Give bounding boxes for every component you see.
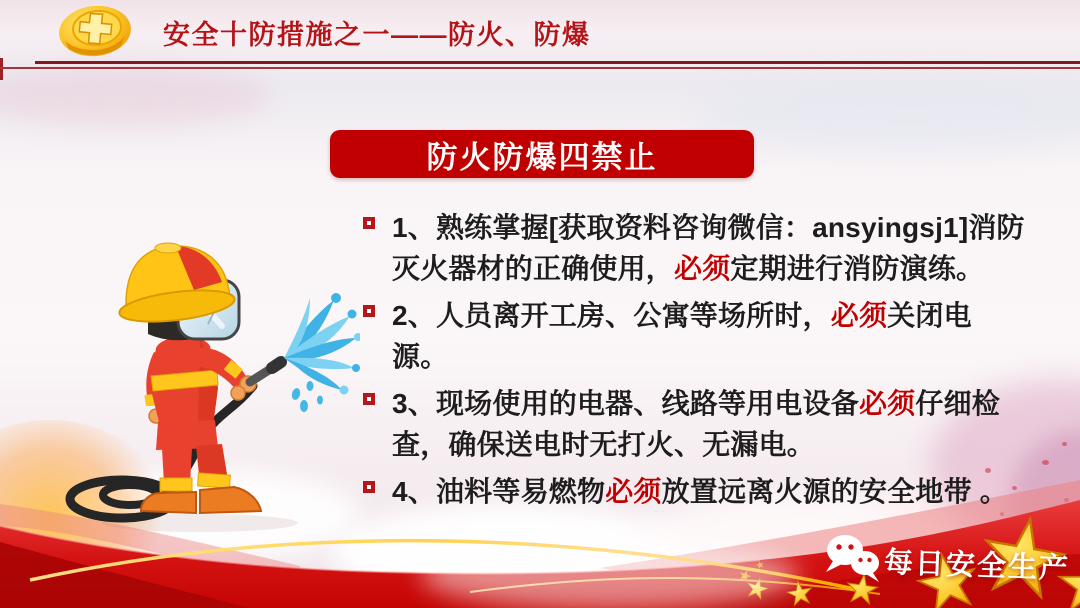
red-checkbox-bullet-icon bbox=[363, 217, 375, 229]
rule-text: 1、熟练掌握[获取资料咨询微信：ansyingsj1]消防灭火器材的正确使用，必须定期进行消防演练。 bbox=[392, 212, 1025, 284]
wechat-icon bbox=[822, 533, 882, 585]
rule-item bbox=[363, 383, 1025, 465]
speckle-decor bbox=[1062, 442, 1067, 446]
rule-emphasis: 必须 bbox=[605, 476, 662, 507]
red-checkbox-bullet-icon bbox=[363, 305, 375, 317]
header-divider bbox=[35, 61, 1080, 64]
footer-brand: 每日安全生产 bbox=[883, 546, 1071, 586]
header-divider bbox=[0, 58, 3, 80]
gold-emblem-icon bbox=[53, 1, 137, 59]
cloud-decor bbox=[0, 66, 270, 126]
rule-item bbox=[363, 295, 1025, 377]
rule-emphasis: 必须 bbox=[858, 388, 916, 419]
page-title: 安全十防措施之一——防火、防爆 bbox=[163, 20, 591, 50]
section-banner-title: 防火防爆四禁止 bbox=[426, 139, 658, 175]
section-banner bbox=[330, 130, 754, 178]
rule-item bbox=[363, 207, 1025, 289]
cloud-decor bbox=[700, 80, 1080, 150]
red-checkbox-bullet-icon bbox=[363, 393, 375, 405]
header-divider bbox=[0, 67, 1080, 69]
red-checkbox-bullet-icon bbox=[363, 481, 375, 493]
rule-text: 2、人员离开工房、公寓等场所时，必须关闭电源。 bbox=[392, 300, 972, 372]
rule-emphasis: 必须 bbox=[830, 300, 888, 331]
prohibition-list bbox=[363, 207, 1025, 518]
rule-text: 3、现场使用的电器、线路等用电设备必须仔细检查，确保送电时无打火、无漏电。 bbox=[392, 388, 1000, 460]
rule-emphasis: 必须 bbox=[674, 253, 731, 284]
speckle-decor bbox=[1042, 460, 1049, 465]
cloud-decor bbox=[420, 540, 800, 608]
rule-text: 4、油料等易燃物必须放置远离火源的安全地带 。 bbox=[392, 476, 1008, 507]
water-spray bbox=[284, 293, 360, 412]
rule-item bbox=[363, 471, 1025, 512]
